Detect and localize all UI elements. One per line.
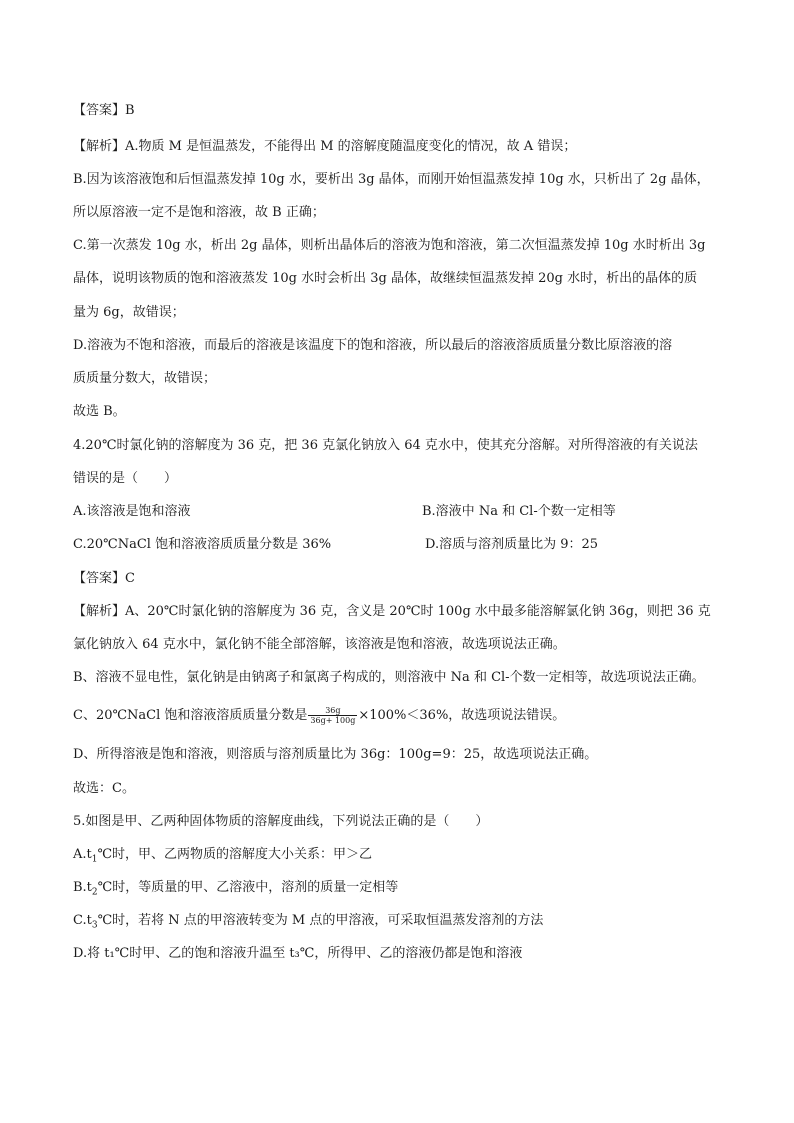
q3-analysis-line: C.第一次蒸发 10g 水，析出 2g 晶体，则析出晶体后的溶液为饱和溶液，第二次恒温蒸发掉 10g 水时析出 3g (73, 238, 706, 253)
q5-option-c-subscript: 3 (91, 920, 98, 931)
q5-option-d: D.将 t₁℃时甲、乙的饱和溶液升温至 t₃℃，所得甲、乙的溶液仍都是饱和溶液 (73, 946, 523, 961)
q4-analysis-c-suffix: ×100%＜36%，故选项说法错误。 (358, 708, 566, 723)
q5-option-b-subscript: 2 (91, 887, 98, 898)
q4-conclusion: 故选：C。 (73, 781, 135, 796)
q4-option-a: A.该溶液是饱和溶液 (73, 504, 191, 519)
q5-option-c (73, 912, 543, 935)
q3-analysis-line: B.因为该溶液饱和后恒温蒸发掉 10g 水，要析出 3g 晶体，而刚开始恒温蒸发掉 10g 水，只析出了 2g 晶体， (73, 172, 710, 187)
q3-analysis-line: 晶体，说明该物质的饱和溶液蒸发 10g 水时会析出 3g 晶体，故继续恒温蒸发掉 20g 水时，析出的晶体的质 (73, 271, 698, 286)
q5-option-c-text: ℃时，若将 N 点的甲溶液转变为 M 点的甲溶液，可采取恒温蒸发溶剂的方法 (97, 913, 544, 928)
q4-option-d: D.溶质与溶剂质量比为 9：25 (425, 537, 599, 552)
q4-analysis-c (73, 706, 565, 725)
q4-option-b: B.溶液中 Na 和 Cl-个数一定相等 (422, 504, 616, 519)
mass-fraction (308, 706, 357, 725)
q4-answer: 【答案】C (73, 571, 135, 586)
q3-analysis-line: 质质量分数大，故错误； (73, 371, 217, 386)
q5-option-b (73, 879, 398, 902)
q5-stem: 5.如图是甲、乙两种固体物质的溶解度曲线，下列说法正确的是（ ） (73, 814, 489, 829)
q4-analysis-d: D、所得溶液是饱和溶液，则溶质与溶剂质量比为 36g：100g=9：25，故选项说法正确。 (73, 747, 598, 762)
q4-analysis-a2: 氯化钠放入 64 克水中，氯化钠不能全部溶解，该溶液是饱和溶液，故选项说法正确。 (73, 637, 566, 652)
q3-analysis-line: 量为 6g，故错误； (73, 305, 185, 320)
q5-option-b-text: ℃时，等质量的甲、乙溶液中，溶剂的质量一定相等 (97, 880, 399, 895)
fraction-numerator: 36g (308, 706, 357, 716)
q4-option-c: C.20℃NaCl 饱和溶液溶质质量分数是 36% (73, 537, 332, 552)
fraction-denominator: 36g+ 100g (310, 716, 356, 725)
q3-analysis-line: 【解析】A.物质 M 是恒温蒸发，不能得出 M 的溶解度随温度变化的情况，故 A 错误； (73, 139, 577, 154)
q5-option-a-prefix: A.t (73, 847, 92, 862)
q3-analysis-line: 故选 B。 (73, 404, 126, 419)
q3-answer: 【答案】B (73, 103, 135, 118)
q4-analysis-a1: 【解析】A、20℃时氯化钠的溶解度为 36 克，含义是 20℃时 100g 水中最多能溶解氯化钠 36g，则把 36 克 (73, 604, 711, 619)
q3-analysis-line: D.溶液为不饱和溶液，而最后的溶液是该温度下的饱和溶液，所以最后的溶液溶质质量分数比原溶液的溶 (73, 338, 673, 353)
q5-option-a-text: ℃时，甲、乙两物质的溶解度大小关系：甲＞乙 (97, 847, 373, 862)
q4-analysis-c-prefix: C、20℃NaCl 饱和溶液溶质质量分数是 (73, 708, 308, 723)
q3-analysis-line: 所以原溶液一定不是饱和溶液，故 B 正确； (73, 205, 325, 220)
q4-stem-line: 4.20℃时氯化钠的溶解度为 36 克，把 36 克氯化钠放入 64 克水中，使其充分溶解。对所得溶液的有关说法 (73, 438, 698, 453)
q5-option-a (73, 846, 372, 869)
q5-option-a-subscript: 1 (91, 854, 98, 865)
q4-stem-line: 错误的是（ ） (73, 471, 178, 486)
q4-analysis-b: B、溶液不显电性，氯化钠是由钠离子和氯离子构成的，则溶液中 Na 和 Cl-个数一定相等，故选项说法正确。 (73, 670, 705, 685)
q5-option-c-prefix: C.t (73, 913, 92, 928)
q5-option-b-prefix: B.t (73, 880, 92, 895)
